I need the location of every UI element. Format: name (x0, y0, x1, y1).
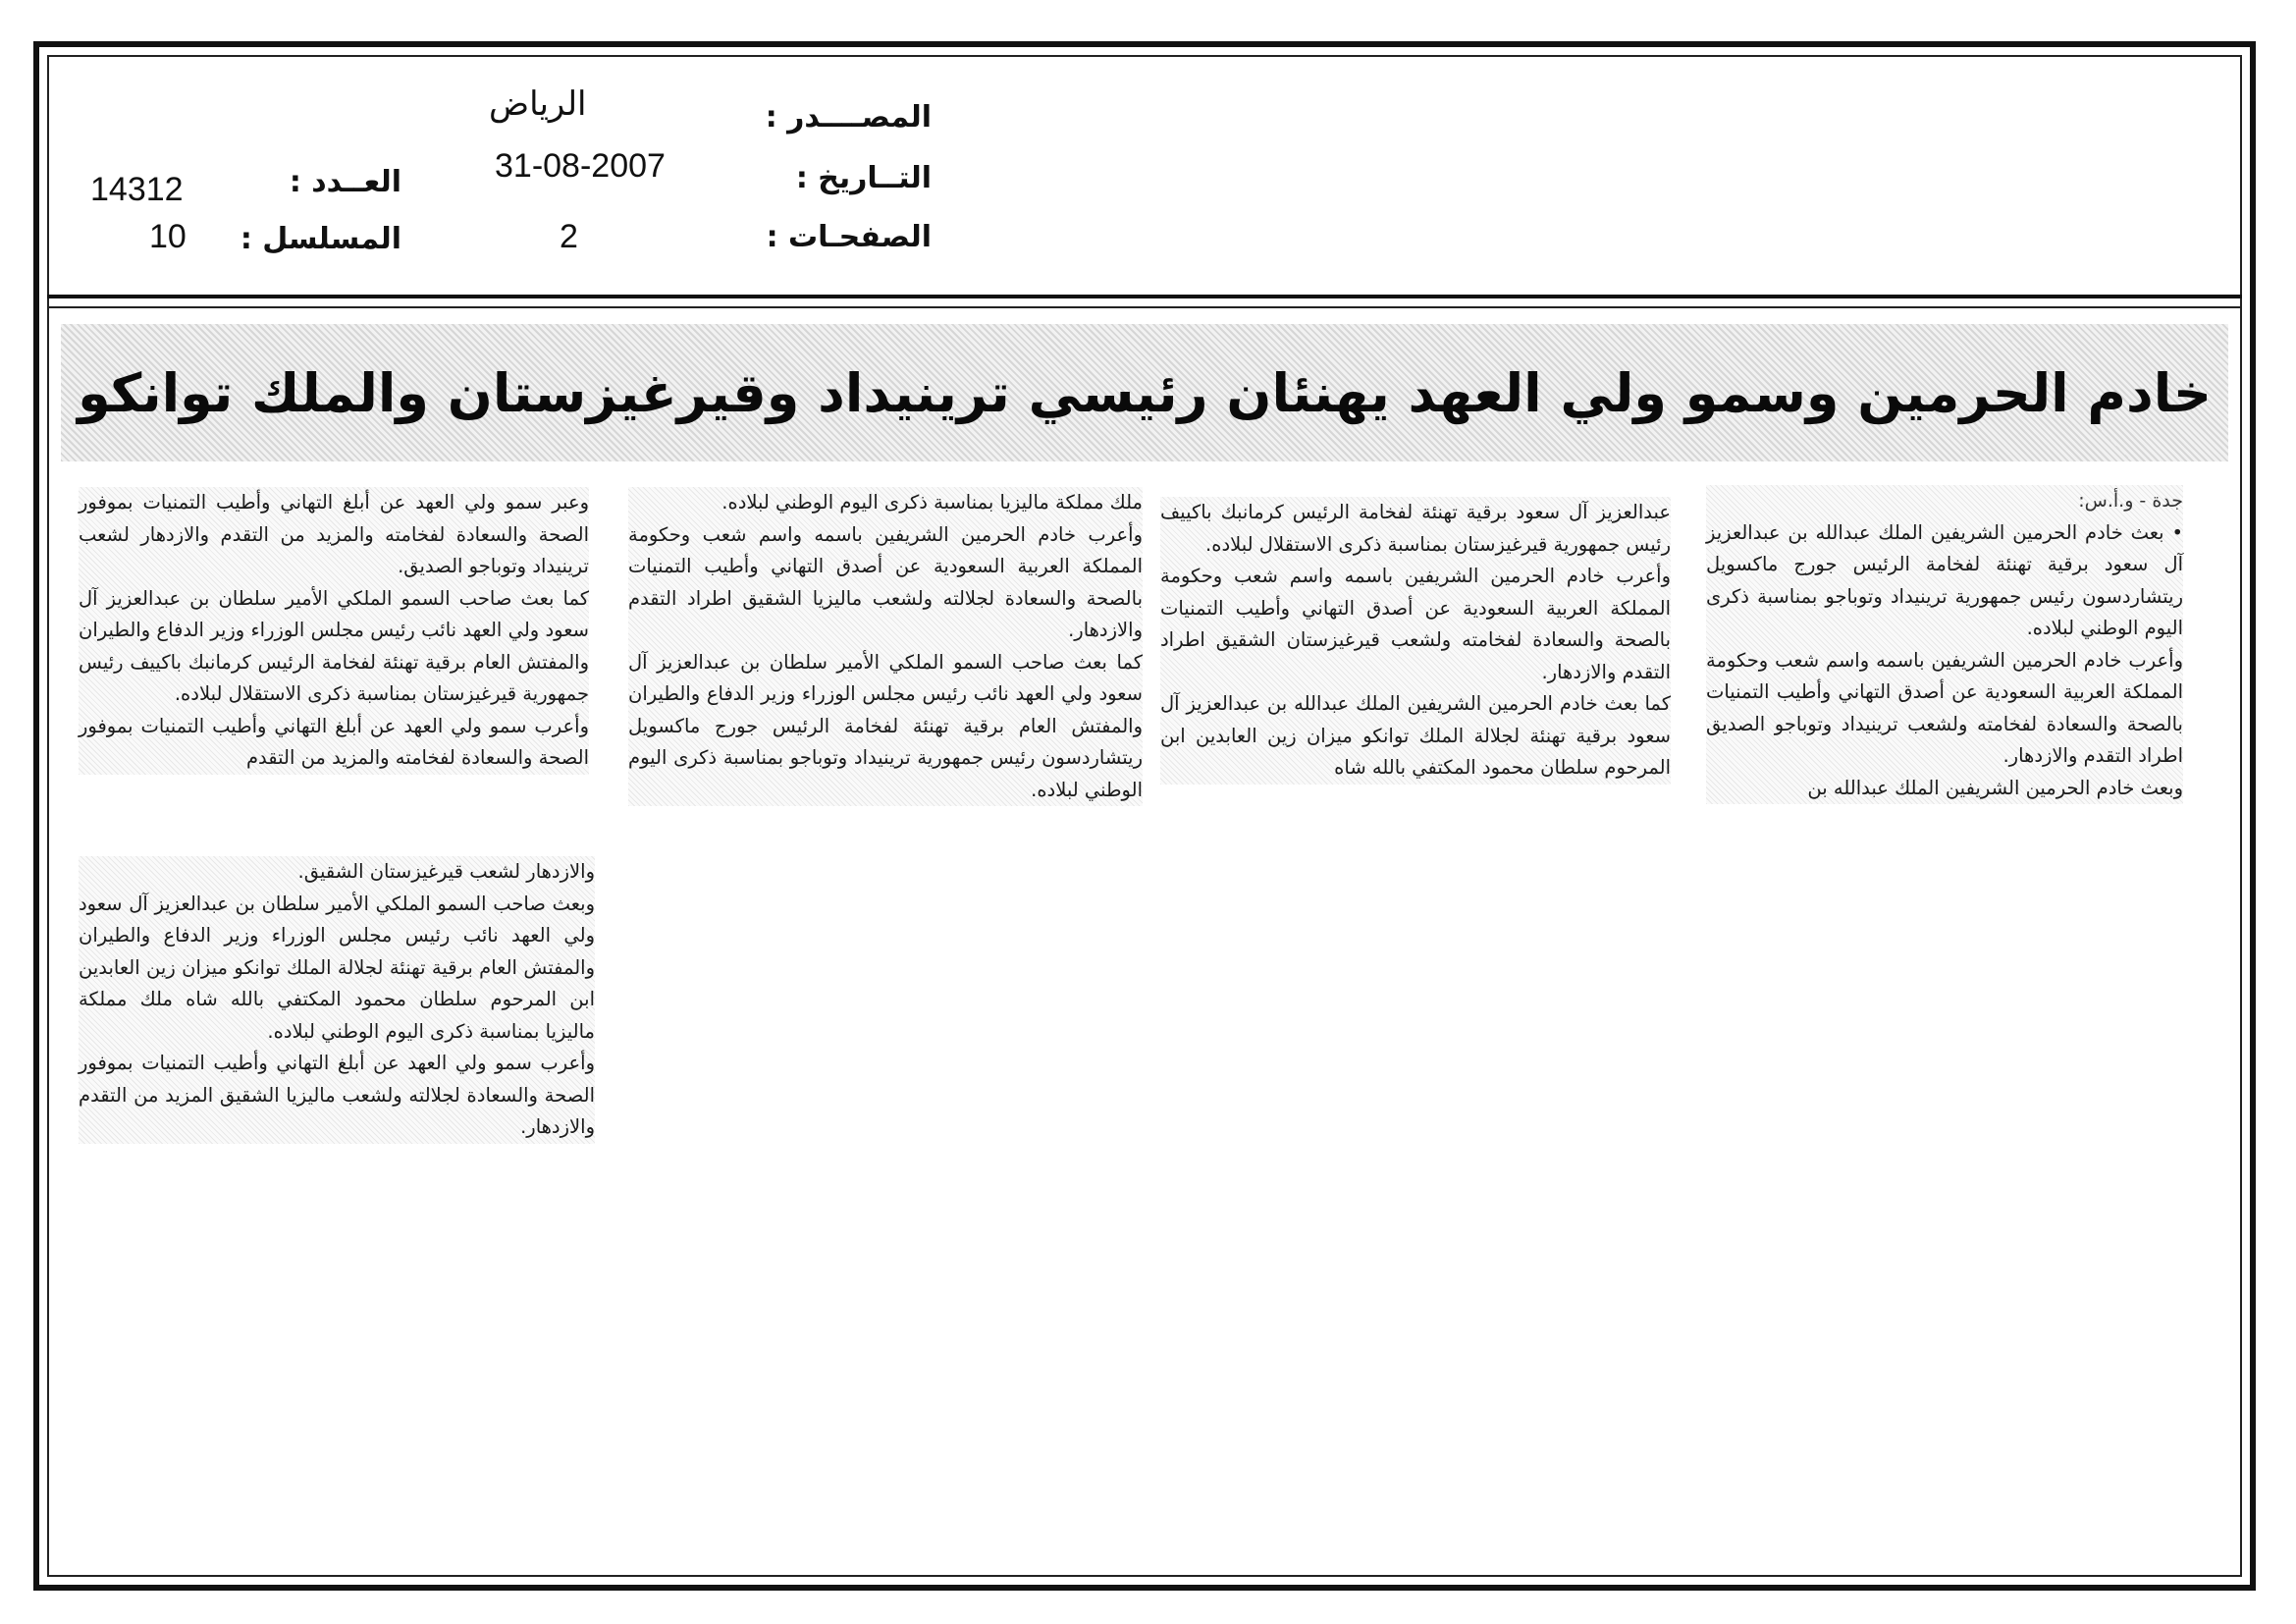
paragraph: وأعرب خادم الحرمين الشريفين باسمه واسم شعب وحكومة المملكة العربية السعودية عن أصدق التهاني وأطيب التمنيات بالصحة والسعادة لجلالته ولشعب ماليزيا الشقيق اطراد التقدم والازدهار. (628, 522, 1143, 641)
paragraph: وعبر سمو ولي العهد عن أبلغ التهاني وأطيب التمنيات بموفور الصحة والسعادة لفخامته والمزيد من التقدم والازدهار لشعب ترينيداد وتوباجو الصديق. (79, 491, 589, 577)
issue-label: العــدد : (289, 165, 401, 199)
serial-value: 10 (149, 218, 187, 255)
paragraph: وأعرب سمو ولي العهد عن أبلغ التهاني وأطيب التمنيات بموفور الصحة والسعادة لجلالته ولشعب ماليزيا الشقيق المزيد من التقدم والازدهار. (79, 1052, 595, 1138)
header-divider-thin (47, 306, 2242, 308)
article-column-2 (1160, 497, 1671, 785)
paragraph: وأعرب خادم الحرمين الشريفين باسمه واسم شعب وحكومة المملكة العربية السعودية عن أصدق التهاني وأطيب التمنيات بالصحة والسعادة لفخامته ولشعب قيرغيزستان الشقيق اطراد التقدم والازدهار. (1160, 565, 1671, 683)
article-column-4 (79, 487, 589, 775)
serial-label: المسلسل : (240, 222, 401, 256)
article-headline: خادم الحرمين وسمو ولي العهد يهنئان رئيسي ترينيداد وقيرغيزستان والملك توانكو (78, 361, 2212, 424)
paragraph: وأعرب خادم الحرمين الشريفين باسمه واسم شعب وحكومة المملكة العربية السعودية عن أصدق التهاني وأطيب التمنيات بالصحة والسعادة لفخامته ولشعب ترينيداد وتوباجو الصديق اطراد التقدم والازدهار. (1706, 648, 2183, 767)
paragraph: عبدالعزيز آل سعود برقية تهنئة لفخامة الرئيس كرمانبك باكييف رئيس جمهورية قيرغيزستان بمناسبة ذكرى الاستقلال لبلاده. (1160, 501, 1671, 556)
paragraph: • بعث خادم الحرمين الشريفين الملك عبدالله بن عبدالعزيز آل سعود برقية تهنئة لفخامة الرئيس جورج ماكسويل ريتشاردسون رئيس جمهورية ترينيداد وتوباجو بمناسبة ذكرى اليوم الوطني لبلاده. (1706, 520, 2183, 639)
paragraph: كما بعث خادم الحرمين الشريفين الملك عبدالله بن عبدالعزيز آل سعود برقية تهنئة لجلالة الملك توانكو ميزان زين العابدين ابن المرحوم سلطان محمود المكتفي بالله شاه (1160, 692, 1671, 779)
article-column-3 (628, 487, 1143, 806)
paragraph: وأعرب سمو ولي العهد عن أبلغ التهاني وأطيب التمنيات بموفور الصحة والسعادة لفخامته والمزيد من التقدم (79, 714, 589, 769)
article-dateline: جدة - و.أ.س: (2078, 490, 2183, 512)
article-column-5 (79, 856, 595, 1144)
paragraph: والازدهار لشعب قيرغيزستان الشقيق. (297, 860, 595, 883)
inner-frame (47, 55, 2242, 1577)
article-column-1 (1706, 485, 2183, 804)
paragraph: وبعث صاحب السمو الملكي الأمير سلطان بن عبدالعزيز آل سعود ولي العهد نائب رئيس مجلس الوزراء وزير الدفاع والطيران والمفتش العام برقية تهنئة لجلالة الملك توانكو ميزان زين العابدين ابن المرحوم سلطان محمود المكتفي بالله شاه ملك مملكة ماليزيا بمناسبة ذكرى اليوم الوطني لبلاده. (79, 892, 595, 1043)
issue-value: 14312 (90, 171, 184, 208)
header-divider (47, 295, 2242, 298)
date-label: التــاريخ : (795, 161, 932, 195)
source-value: الرياض (489, 85, 587, 123)
date-value: 31-08-2007 (495, 147, 666, 185)
paragraph: كما بعث صاحب السمو الملكي الأمير سلطان بن عبدالعزيز آل سعود ولي العهد نائب رئيس مجلس الوزراء وزير الدفاع والطيران والمفتش العام برقية تهنئة لفخامة الرئيس جورج ماكسويل ريتشاردسون رئيس جمهورية ترينيداد وتوباجو بمناسبة ذكرى اليوم الوطني لبلاده. (628, 650, 1143, 801)
pages-label: الصفحـات : (766, 220, 932, 254)
paragraph: وبعث خادم الحرمين الشريفين الملك عبدالله بن (1807, 776, 2183, 799)
paragraph: كما بعث صاحب السمو الملكي الأمير سلطان بن عبدالعزيز آل سعود ولي العهد نائب رئيس مجلس الوزراء وزير الدفاع والطيران والمفتش العام برقية تهنئة لفخامة الرئيس كرمانبك باكييف رئيس جمهورية قيرغيزستان بمناسبة ذكرى الاستقلال لبلاده. (79, 586, 589, 705)
source-label: المصــــدر : (765, 100, 932, 135)
headline-banner (61, 324, 2228, 461)
paragraph: ملك مملكة ماليزيا بمناسبة ذكرى اليوم الوطني لبلاده. (721, 491, 1143, 514)
pages-value: 2 (560, 218, 578, 255)
